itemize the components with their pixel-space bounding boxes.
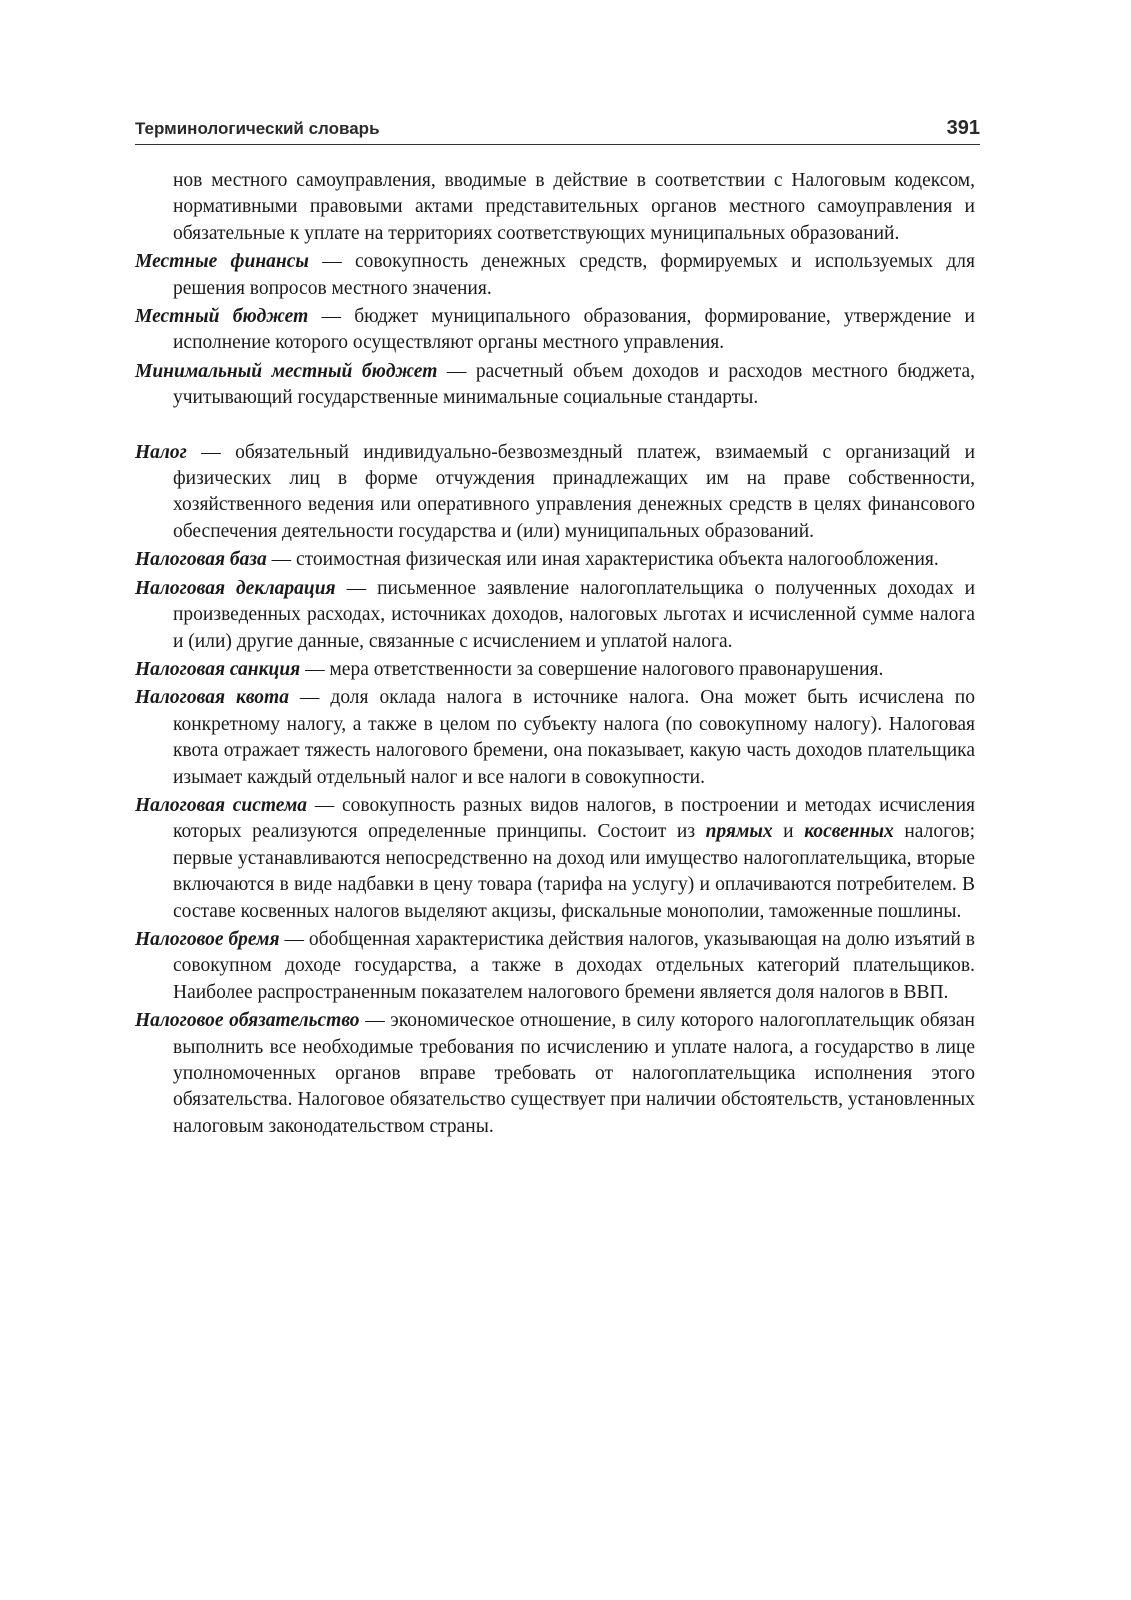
- entry-term: Налог: [135, 441, 187, 463]
- header-title: Терминологический словарь: [135, 119, 380, 138]
- entry-definition: — обобщенная характеристика действия налогов, указывающая на долю изъятий в совокупном доходе государства, а также в доходах отдельных категорий плательщиков. Наиболее распространенным показателем налогового бремени является доля налогов в ВВП.: [173, 928, 975, 1003]
- entry-definition: — письменное заявление налогоплательщика о полученных доходах и произведенных расходах, источниках доходов, налоговых льготах и исчисленной сумме налога и (или) другие данные, связанные с исчислением и уплатой налога.: [173, 577, 976, 652]
- entry-term: Местный бюджет: [135, 306, 309, 328]
- glossary-entry: [135, 440, 975, 546]
- running-header: [135, 112, 980, 145]
- emphasis-indirect: косвенных: [804, 821, 894, 843]
- entry-term: Налоговое бремя: [135, 928, 280, 950]
- entry-definition-part: и: [772, 821, 805, 843]
- entry-definition: — расчетный объем доходов и расходов местного бюджета, учитывающий государственные минимальные социальные стандарты.: [173, 360, 975, 409]
- glossary-body: [135, 168, 975, 1142]
- entry-term: Местные финансы: [135, 251, 309, 273]
- entry-term: Налоговая декларация: [135, 577, 336, 599]
- glossary-entry: [135, 576, 975, 655]
- entry-definition-part: налогов; первые устанавливаются непосредственно на доход или имущество налогоплательщика, вторые включаются в виде надбавки в цену товара (тарифа на услугу) и оплачиваются потребителем. В составе косвенных налогов выделяют акцизы, фискальные монополии, таможенные пошлины.: [173, 821, 975, 922]
- continued-definition: нов местного самоуправления, вводимые в действие в соответствии с Налоговым кодексом, нормативными правовыми актами представительных органов местного самоуправления и обязательные к уплате на территориях соответствующих муниципальных образований.: [173, 170, 975, 244]
- entry-term: Налоговое обязательство: [135, 1010, 360, 1032]
- section-gap: [135, 414, 975, 440]
- entry-term: Минимальный местный бюджет: [135, 360, 438, 382]
- entry-definition: — экономическое отношение, в силу которого налогоплательщик обязан выполнить все необходимые требования по исчислению и уплате налога, а государство в лице уполномоченных органов вправе требовать от налогоплательщика исполнения этого обязательства. Налоговое обязательство существует при наличии обстоятельств, установленных налоговым законодательством страны.: [173, 1010, 975, 1137]
- page-number: 391: [946, 117, 980, 139]
- entry-definition-part: — совокупность разных видов налогов, в построении и методах исчисления которых реализуются определенные принципы. Состоит из: [173, 794, 975, 843]
- glossary-entry: [135, 359, 975, 412]
- entry-definition: — стоимостная физическая или иная характеристика объекта налогообложения.: [266, 549, 939, 571]
- emphasis-direct: прямых: [705, 821, 773, 843]
- entry-term: Налоговая квота: [135, 687, 289, 709]
- glossary-entry: [135, 793, 975, 925]
- entry-term: Налоговая санкция: [135, 658, 301, 680]
- entry-definition: — доля оклада налога в источнике налога. Она может быть исчислена по конкретному налогу, а также в целом по субъекту налога (по совокупному налогу). Налоговая квота отражает тяжесть налогового бремени, она показывает, какую часть доходов плательщика изымает каждый отдельный налог и все налоги в совокупности.: [173, 687, 975, 788]
- glossary-entry: [135, 547, 975, 573]
- entry-definition: — бюджет муниципального образования, формирование, утверждение и исполнение которого осуществляют органы местного управления.: [173, 306, 975, 354]
- glossary-entry: [135, 685, 975, 791]
- entry-definition: — обязательный индивидуально-безвозмездный платеж, взимаемый с организаций и физических лиц в форме отчуждения принадлежащих им на праве собственности, хозяйственного ведения или оперативного управления денежных средств в целях финансового обеспечения деятельности государства и (или) муниципальных образований.: [173, 441, 975, 542]
- entry-definition: — мера ответственности за совершение налогового правонарушения.: [300, 658, 884, 680]
- entry-term: Налоговая система: [135, 794, 308, 816]
- glossary-entry: [135, 304, 975, 357]
- glossary-entry: [135, 249, 975, 302]
- glossary-entry: [135, 927, 975, 1006]
- entry-term: Налоговая база: [135, 549, 267, 571]
- glossary-entry: [135, 1008, 975, 1140]
- entry-definition: — совокупность денежных средств, формируемых и используемых для решения вопросов местного значения.: [173, 251, 975, 299]
- glossary-entry: [135, 657, 975, 683]
